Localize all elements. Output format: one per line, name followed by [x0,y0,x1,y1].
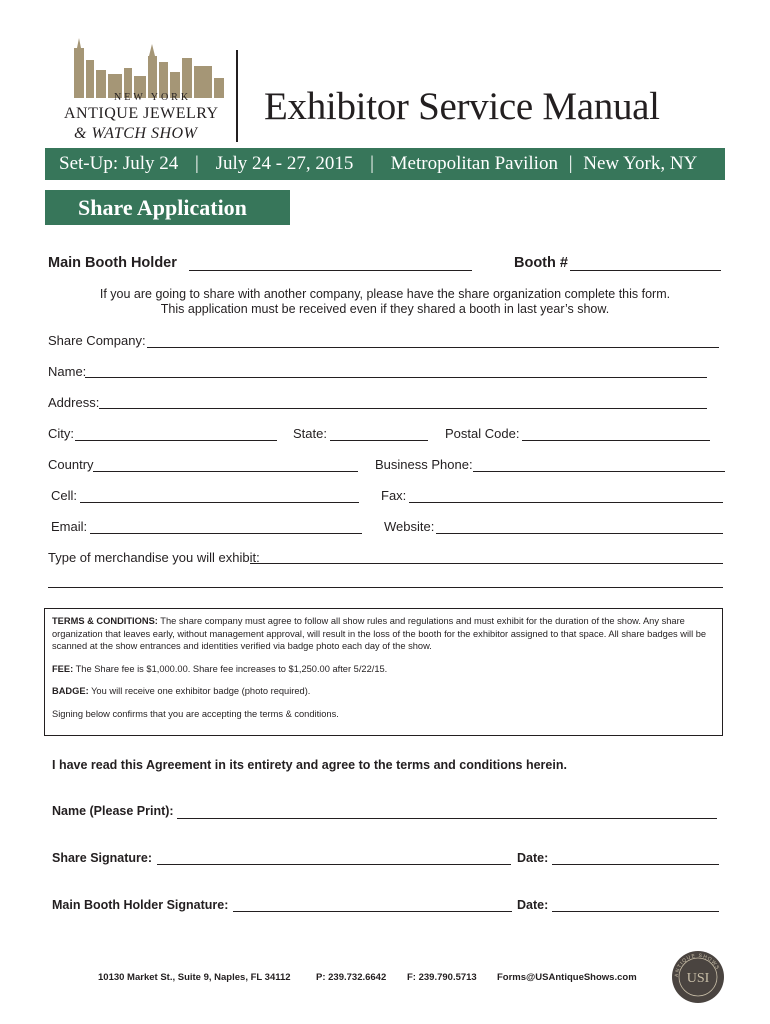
terms-paragraph [52,615,715,653]
email-label: Email: [51,519,88,534]
merchandise-field[interactable] [250,563,723,564]
name-print-label: Name (Please Print): [52,804,174,818]
banner-venue: Metropolitan Pavilion [390,153,558,174]
state-label: State: [293,426,327,441]
seal-ring-text: ANTIQUE SHOWS [673,952,721,978]
intro-text [45,287,725,317]
footer-email[interactable]: Forms@USAntiqueShows.com [497,972,637,983]
main-booth-holder-field[interactable] [189,270,472,271]
fax-label: Fax: [381,488,407,503]
intro-line-2: This application must be received even if they shared a booth in last year’s show. [160,302,610,316]
terms-text: The share company must agree to follow all show rules and regulations and must exhibit for the duration of the show. Any share organization that leaves early, without management approval, will result in the loss of the booth for the exhibitor assigned to that space. All share badges will be scanned at the show entrances and identities verified via badge photo each day of the show. [52,616,707,651]
footer-phone: P: 239.732.6642 [316,972,387,983]
signing-paragraph: Signing below confirms that you are accepting the terms & conditions. [52,708,339,719]
badge-text: You will receive one exhibitor badge (photo required). [88,686,311,696]
address-label: Address: [48,395,100,410]
page-title: Exhibitor Service Manual [264,85,660,128]
intro-line-1: If you are going to share with another company, please have the share organization complete this form. [99,287,671,301]
logo-antique-jewelry: ANTIQUE JEWELRY [64,105,219,122]
usi-seal-icon [671,950,725,1004]
address-field[interactable] [99,408,707,409]
business-phone-label: Business Phone: [375,457,473,472]
banner-setup: Set-Up: July 24 [59,153,179,174]
main-booth-holder-label: Main Booth Holder [48,255,177,271]
merchandise-label: Type of merchandise you will exhibit: [48,550,260,565]
booth-number-field[interactable] [570,270,721,271]
fee-text: The Share fee is $1,000.00. Share fee increases to $1,250.00 after 5/22/15. [73,663,388,674]
skyline-icon [56,38,236,98]
logo-new-york: NEW YORK [114,92,192,103]
country-label: Country [48,457,94,472]
email-field[interactable] [90,533,362,534]
banner-dates: July 24 - 27, 2015 [215,153,354,174]
date-label-2: Date: [517,898,549,912]
header-divider [236,50,238,142]
show-logo [56,38,236,146]
name-print-field[interactable] [177,818,717,819]
logo-watch-show: & WATCH SHOW [74,125,198,142]
banner-city: New York, NY [583,153,698,174]
date-field-1[interactable] [552,864,719,865]
country-field[interactable] [93,471,358,472]
date-field-2[interactable] [552,911,719,912]
state-field[interactable] [330,440,428,441]
city-label: City: [48,426,74,441]
footer-address: 10130 Market St., Suite 9, Naples, FL 34112 [98,972,291,983]
website-label: Website: [384,519,435,534]
section-title: Share Application [45,190,290,225]
fee-label: FEE: [52,663,74,674]
share-signature-label: Share Signature: [52,851,153,865]
city-field[interactable] [75,440,277,441]
postal-code-field[interactable] [522,440,710,441]
banner-separator: | [370,153,374,174]
date-label-1: Date: [517,851,549,865]
share-company-field[interactable] [147,347,719,348]
banner-separator: | [195,153,199,174]
postal-code-label: Postal Code: [445,426,520,441]
terms-box [44,608,723,736]
fax-field[interactable] [409,502,723,503]
event-banner [45,148,725,180]
cell-label: Cell: [51,488,78,503]
business-phone-field[interactable] [473,471,725,472]
booth-number-label: Booth # [514,255,568,271]
main-signature-label: Main Booth Holder Signature: [52,898,229,912]
name-label: Name: [48,364,87,379]
share-signature-field[interactable] [157,864,511,865]
merchandise-field-line-2[interactable] [48,587,723,588]
website-field[interactable] [436,533,723,534]
share-company-label: Share Company: [48,333,146,348]
main-signature-field[interactable] [233,911,512,912]
fee-paragraph [52,663,715,676]
footer-fax: F: 239.790.5713 [407,972,477,983]
banner-separator: | [568,153,573,174]
cell-field[interactable] [80,502,359,503]
badge-paragraph [52,685,715,698]
name-field[interactable] [85,377,707,378]
seal-monogram: USI [686,971,710,986]
terms-label: TERMS & CONDITIONS: [52,616,158,626]
agreement-statement: I have read this Agreement in its entirety and agree to the terms and conditions herein. [52,758,567,772]
badge-label: BADGE: [52,686,89,696]
